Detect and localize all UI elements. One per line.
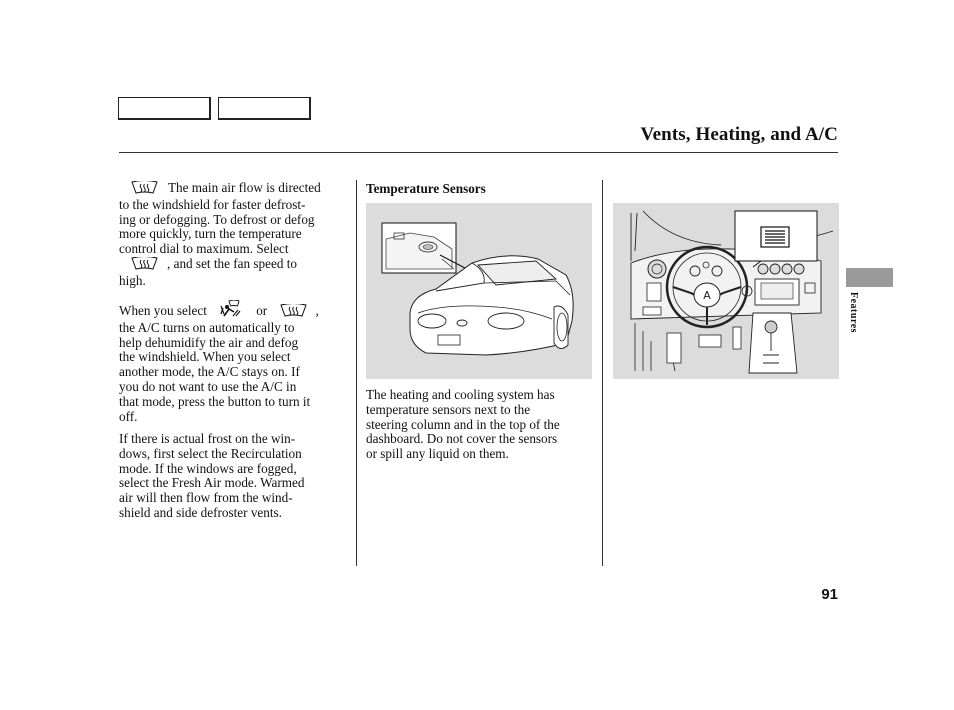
nav-tab-previous[interactable]	[118, 97, 211, 120]
text-line: steering column and in the top of the	[366, 416, 560, 432]
section-label: Features	[848, 292, 859, 334]
column-divider	[602, 180, 603, 566]
section-title: Vents, Heating, and A/C	[640, 124, 838, 145]
text-line: air will then flow from the wind-	[119, 490, 293, 506]
text-line: the A/C turns on automatically to	[119, 319, 295, 335]
text-line: mode. If the windows are fogged,	[119, 460, 297, 476]
text-line: more quickly, turn the temperature	[119, 226, 302, 242]
svg-text:A: A	[703, 289, 711, 302]
text-line: ,	[315, 303, 319, 318]
sensor-paragraph	[366, 388, 596, 462]
windshield-defrost-icon	[280, 304, 307, 321]
text-line: When you select	[119, 303, 207, 318]
text-line: control dial to maximum. Select	[119, 241, 289, 257]
section-thumb-tab[interactable]	[846, 268, 893, 287]
text-line: or	[256, 303, 268, 318]
text-line: help dehumidify the air and defog	[119, 334, 299, 350]
ac-paragraph	[119, 300, 319, 424]
text-line: select the Fresh Air mode. Warmed	[119, 475, 305, 491]
text-line: high.	[119, 272, 146, 288]
text-line: dows, first select the Recirculation	[119, 445, 302, 461]
floor-defrost-mode-icon	[220, 300, 244, 321]
text-line: The heating and cooling system has	[366, 387, 555, 402]
frost-paragraph	[119, 432, 304, 521]
page-number: 91	[821, 586, 838, 603]
car-sensor-illustration	[366, 203, 592, 379]
defrost-paragraph	[119, 181, 321, 289]
text-line: the windshield. When you select	[119, 349, 291, 365]
windshield-defrost-icon	[131, 181, 158, 198]
text-line: shield and side defroster vents.	[119, 504, 282, 520]
text-line: temperature sensors next to the	[366, 401, 531, 417]
header-rule	[119, 152, 838, 153]
text-line: ing or defogging. To defrost or defog	[119, 211, 315, 227]
text-line: to the windshield for faster defrost-	[119, 196, 306, 212]
text-line: that mode, press the button to turn it	[119, 393, 311, 409]
nav-tab-next[interactable]	[218, 97, 311, 120]
text-line: If there is actual frost on the win-	[119, 431, 296, 446]
text-line: The main air flow is directed	[168, 180, 321, 195]
column-divider	[356, 180, 357, 566]
text-line: off.	[119, 408, 138, 424]
text-line: , and set the fan speed to	[167, 255, 298, 271]
text-line: or spill any liquid on them.	[366, 446, 509, 462]
dashboard-sensor-illustration	[613, 203, 839, 379]
subheading-temperature-sensors: Temperature Sensors	[366, 181, 486, 196]
text-line: you do not want to use the A/C in	[119, 378, 297, 394]
text-line: dashboard. Do not cover the sensors	[366, 431, 558, 447]
text-line: another mode, the A/C stays on. If	[119, 364, 300, 380]
windshield-defrost-icon	[131, 257, 158, 274]
